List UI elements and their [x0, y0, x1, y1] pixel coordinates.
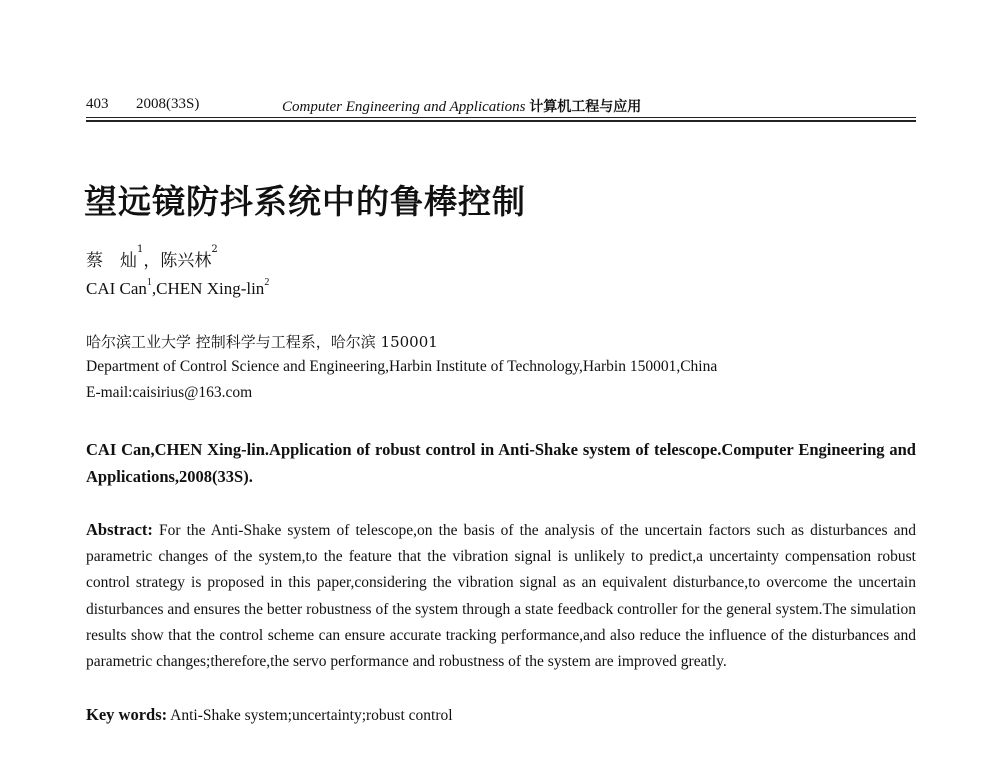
- header-rule-thick: [86, 120, 916, 122]
- author-name-cn: 蔡 灿: [86, 251, 137, 271]
- affiliation-marker: 2: [264, 277, 270, 288]
- page-number: 403: [86, 96, 109, 112]
- authors-chinese: [86, 246, 218, 271]
- author-separator: ,: [151, 279, 157, 298]
- author-name-en: CAI Can: [86, 279, 147, 298]
- affiliation-marker: 1: [137, 244, 144, 255]
- running-header: [86, 92, 916, 118]
- abstract-text: For the Anti-Shake system of telescope,on the basis of the analysis of the uncertain factors such as disturbances and parametric changes of the system,to the feature that the vibration signal is unlikely to predict,a uncertainty compensation robust control strategy is proposed in this paper,considering the vibration signal as an equivalent disturbance,to overcome the uncertain disturbances and ensures the better robustness of the system through a state feedback controller for the general system.The simulation results show that the control scheme can ensure accurate tracking performance,and also reduce the influence of the disturbances and parametric changes;therefore,the servo performance and robustness of the system are improved greatly.: [86, 522, 916, 671]
- keywords: [86, 705, 453, 725]
- author-separator: ，: [143, 251, 161, 271]
- affiliation-marker: 1: [146, 277, 152, 288]
- journal-name-cn: 计算机工程与应用: [529, 99, 642, 115]
- affiliation-marker: 2: [211, 244, 218, 255]
- affiliation-english: Department of Control Science and Engineering,Harbin Institute of Technology,Harbin 150001,China: [86, 358, 718, 375]
- keywords-text: Anti-Shake system;uncertainty;robust control: [170, 707, 453, 724]
- keywords-label: Key words:: [86, 705, 168, 724]
- authors-english: [86, 279, 269, 299]
- author-name-cn: 陈兴林: [160, 251, 212, 271]
- abstract-label: Abstract:: [86, 520, 153, 539]
- author-name-en: CHEN Xing-lin: [156, 279, 265, 298]
- abstract: [86, 517, 916, 675]
- header-rule: [86, 117, 916, 118]
- journal-name-en: Computer Engineering and Applications: [282, 99, 526, 115]
- citation-line: CAI Can,CHEN Xing-lin.Application of robust control in Anti-Shake system of telescope.Computer Engineering and Applications,2008(33S).: [86, 440, 916, 486]
- journal-name: [282, 96, 641, 116]
- paper-title: 望远镜防抖系统中的鲁棒控制: [84, 182, 526, 221]
- volume-issue: 2008(33S): [136, 96, 200, 112]
- author-email: E-mail:caisirius@163.com: [86, 384, 253, 401]
- affiliation-chinese: 哈尔滨工业大学 控制科学与工程系，哈尔滨 150001: [86, 333, 438, 351]
